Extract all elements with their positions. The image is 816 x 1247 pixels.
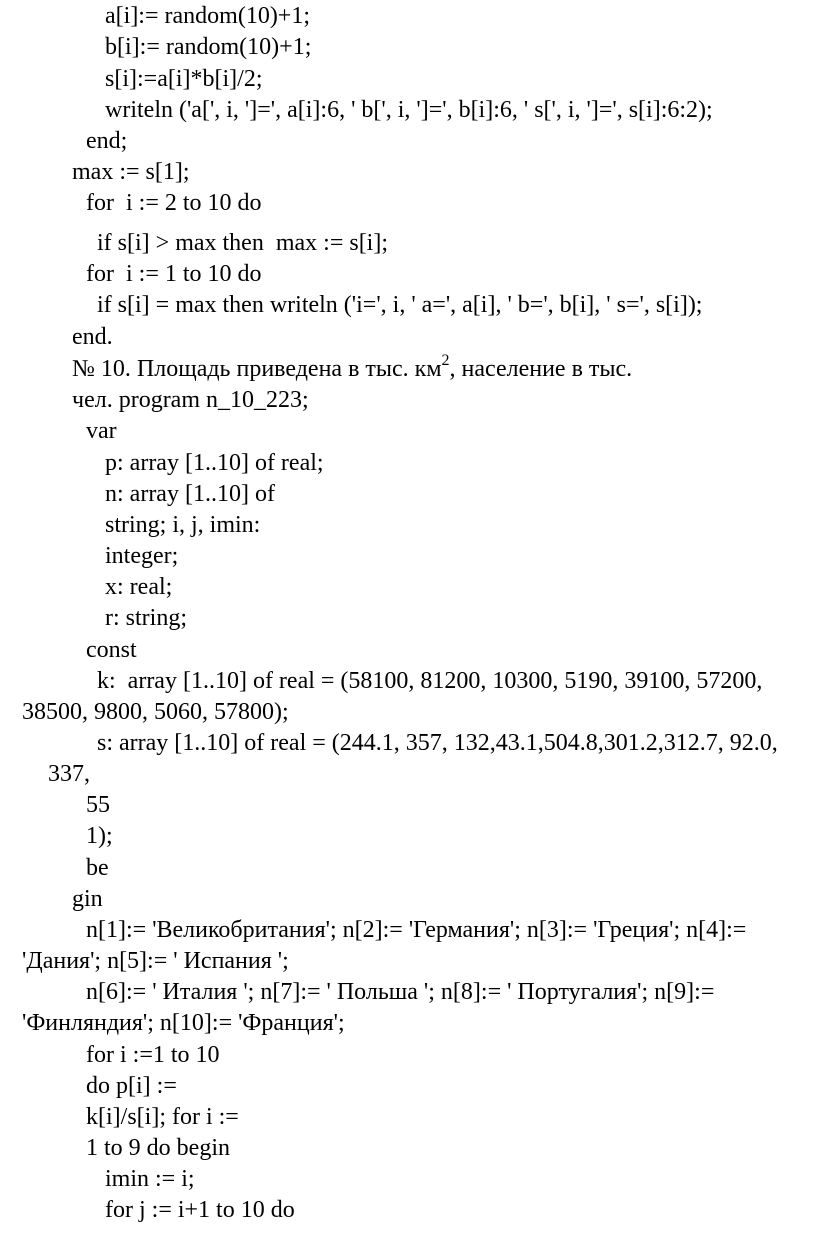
code-line: 55	[86, 792, 110, 818]
code-line: be	[86, 855, 109, 881]
code-line: for j := i+1 to 10 do	[105, 1197, 295, 1223]
code-line: 38500, 9800, 5060, 57800);	[22, 699, 289, 725]
code-line: integer;	[105, 543, 179, 569]
code-line: p: array [1..10] of real;	[105, 450, 324, 476]
code-line: var	[86, 418, 117, 444]
code-line: do p[i] :=	[86, 1073, 177, 1099]
code-line: gin	[72, 886, 103, 912]
code-line: 'Дания'; n[5]:= ' Испания ';	[22, 948, 289, 974]
code-line: max := s[1];	[72, 159, 190, 185]
code-line: x: real;	[105, 574, 173, 600]
code-line: for i := 2 to 10 do	[86, 190, 262, 216]
code-line: k[i]/s[i]; for i :=	[86, 1104, 239, 1130]
code-line: k: array [1..10] of real = (58100, 81200, 10300, 5190, 39100, 57200,	[97, 668, 763, 694]
code-line: writeln ('a[', i, ']=', a[i]:6, ' b[', i, ']=', b[i]:6, ' s[', i, ']=', s[i]:6:2);	[105, 97, 713, 123]
code-line: end;	[86, 128, 128, 154]
code-line: a[i]:= random(10)+1;	[105, 3, 311, 29]
task-heading-text: № 10. Площадь приведена в тыс. км	[72, 356, 442, 382]
code-line: const	[86, 637, 137, 663]
code-line: if s[i] > max then max := s[i];	[97, 230, 389, 256]
code-line: 1);	[86, 823, 113, 849]
code-line: 337,	[48, 761, 90, 787]
task-heading-text-cont: , население в тыс.	[449, 356, 633, 382]
code-line: r: string;	[105, 605, 187, 631]
code-line: 'Финляндия'; n[10]:= 'Франция';	[22, 1010, 345, 1036]
superscript-exponent: 2	[441, 352, 450, 369]
code-line: imin := i;	[105, 1166, 195, 1192]
code-line: чел. program n_10_223;	[72, 387, 309, 413]
code-line: n: array [1..10] of	[105, 481, 275, 507]
code-line: end.	[72, 324, 113, 350]
code-line: for i :=1 to 10	[86, 1042, 220, 1068]
code-line: string; i, j, imin:	[105, 512, 261, 538]
code-line: b[i]:= random(10)+1;	[105, 34, 312, 60]
task-heading	[72, 352, 633, 383]
code-line: n[1]:= 'Великобритания'; n[2]:= 'Германия'; n[3]:= 'Греция'; n[4]:=	[86, 917, 747, 943]
code-line: s: array [1..10] of real = (244.1, 357, 132,43.1,504.8,301.2,312.7, 92.0,	[97, 730, 778, 756]
code-line: 1 to 9 do begin	[86, 1135, 230, 1161]
code-line: n[6]:= ' Италия '; n[7]:= ' Польша '; n[8]:= ' Португалия'; n[9]:=	[86, 979, 715, 1005]
code-line: for i := 1 to 10 do	[86, 261, 262, 287]
code-line: s[i]:=a[i]*b[i]/2;	[105, 66, 263, 92]
code-line: if s[i] = max then writeln ('i=', i, ' a=', a[i], ' b=', b[i], ' s=', s[i]);	[97, 292, 703, 318]
